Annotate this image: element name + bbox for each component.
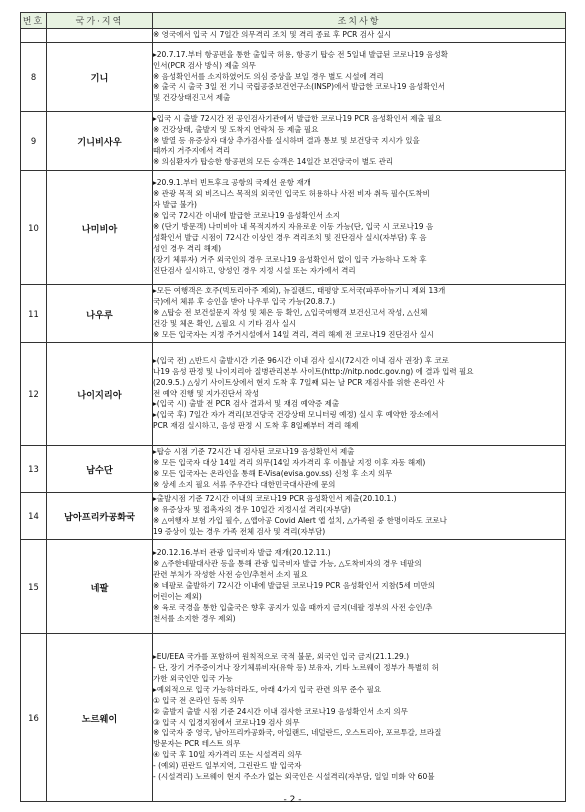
row-number: 9 [21,112,47,171]
measure-line: 나19 음성 판정 및 나이지리아 질병관리본부 사이트(http://nitp.nodc.gov.ng) 에 결과 입력 필요 [153,366,474,376]
country-name [47,29,153,43]
measure-line: 19 증상이 있는 경우 가족 전체 검사 및 격리(자부담) [153,526,326,536]
measure-line: 가한 외국인만 입국 가능 [153,673,233,683]
country-name: 노르웨이 [47,634,153,802]
measure-line: ▸(입국 후) 7일간 자가 격리(보건당국 건강상태 모니터링 예정) 실시 후 예약한 장소에서 [153,410,439,420]
measure-line: - 단, 장기 거주증이거나 장기체류비자(유학 등) 보유자, 기타 노르웨이 정부가 특별히 허 [153,662,439,672]
country-name: 네팔 [47,540,153,634]
measure-details [153,634,566,802]
measure-line: ※ 모든 입국자는 지정 주거시설에서 14일 격리, 격리 해제 전 코로나19 진단검사 실시 [153,329,434,339]
measure-line: ※ 유증상자 및 접촉자의 경우 10일간 지정시설 격리(자부담) [153,505,351,515]
measure-line: ④ 입국 후 10일 자가격리 또는 시설격리 의무 [153,750,302,760]
measure-details [153,112,566,171]
measure-line: ③ 입국 시 입경지점에서 코로나19 검사 의무 [153,717,300,727]
measure-details [153,43,566,112]
measure-details [153,171,566,285]
measure-details [153,493,566,540]
table-row [21,634,566,802]
country-name: 나미비아 [47,171,153,285]
row-number: 8 [21,43,47,112]
country-name: 남수단 [47,446,153,493]
table-body [21,29,566,802]
measure-line: ※ 육로 국경을 통한 입출국은 향후 공지가 있을 때까지 금지(네팔 정부의 사전 승인/추 [153,602,433,612]
row-number: 12 [21,343,47,446]
measure-line: ▸(입국 전) △반드시 출발시간 기준 96시간 이내 검사 실시(72시간 이내 검사 권장) 후 코로 [153,355,449,365]
table-row [21,446,566,493]
measure-line: ▸20.7.17.부터 항공편을 통한 출입국 허용, 항공기 탑승 전 5일내 발급된 코로나19 음성확 [153,49,449,59]
measure-line: ※ 네팔로 출발하기 72시간 이내에 발급된 코로나19 PCR 음성확인서 지참(5세 미만의 [153,581,435,591]
row-number: 10 [21,171,47,285]
row-number: 14 [21,493,47,540]
row-number: 11 [21,285,47,343]
measure-line: - (시설격리) 노르웨이 현지 주소가 없는 외국인은 시설격리(자부담, 일일 미화 약 60불 [153,772,435,782]
header-measures: 조치사항 [153,13,566,29]
measure-line: ▸예외적으로 입국 가능하더라도, 아래 4가지 입국 관련 의무 준수 필요 [153,684,381,694]
table-row [21,29,566,43]
table-row [21,493,566,540]
page-number: - 2 - [283,795,302,805]
country-name: 기니비사우 [47,112,153,171]
measure-line: 천서를 소지한 경우 제외) [153,613,236,623]
measure-line: (20.9.5.) △싱기 사이트상에서 현지 도착 후 7일째 되는 날 PCR 재검사를 위한 온라인 사 [153,377,445,387]
measure-line: ※ 영국에서 입국 시 7일간 의무격리 조치 및 격리 종료 후 PCR 검사 실시 [153,30,392,40]
measure-line: 방문자는 PCR 테스트 의무 [153,739,241,749]
table-header-row [21,13,566,29]
measure-line: 때까지 거주지에서 격리 [153,146,231,156]
row-number [21,29,47,43]
measure-line: ▸(입국 시) 출발 전 PCR 검사 결과서 및 재검 예약증 제출 [153,399,340,409]
measure-line: 성인 경우 격리 해제) [153,243,222,253]
measure-line: ▸입국 시 출발 72시간 전 공인검사기관에서 발급한 코로나19 PCR 음성확인서 제출 필요 [153,113,442,123]
measure-details [153,540,566,634]
measure-line: ※ △탑승 전 보건설문지 작성 및 체온 등 확인, △입국여행객 보건신고서 작성, △신체 [153,308,428,318]
country-name: 남아프리카공화국 [47,493,153,540]
measure-line: ① 입국 전 온라인 등록 의무 [153,695,245,705]
measure-line: 인서(PCR 검사 방식) 제출 의무 [153,60,256,70]
measure-line: ※ 상세 소지 필요 서류 주우간다 대한민국대사관에 문의 [153,479,336,489]
measure-line: 전 예약 진행 및 지가진단서 작성 [153,388,260,398]
measure-line: 자 발급 불가) [153,200,197,210]
measure-line: ※ 의심환자가 탑승한 항공편의 모든 승객은 14일간 보건당국이 별도 관리 [153,157,394,167]
measure-details [153,285,566,343]
table-row [21,171,566,285]
country-name: 나우루 [47,285,153,343]
measure-line: ▸EU/EEA 국가를 포함하여 원칙적으로 국적 불문, 외국인 입국 금지(21.1.29.) [153,651,410,661]
measure-line: ▸20.12.16.부터 관광 입국비자 발급 재개(20.12.11.) [153,548,331,558]
measure-line: ※ (단기 방문객) 나미비아 내 목적지까지 자유로운 이동 가능(단, 입국 시 코로나19 음 [153,222,434,232]
measure-line: ※ 출국 시 출국 3일 전 기니 국립공중보건연구소(INSP)에서 발급한 코로나19 음성확인서 [153,82,445,92]
row-number: 16 [21,634,47,802]
measure-line: 성확인서 발급 시점이 72시간 이상인 경우 격리조치 및 진단검사 실시(자부담) 후 음 [153,232,427,242]
measure-line: ※ 발열 등 유증상자 대상 추가검사를 실시하며 결과 통보 및 보건당국 지시가 있을 [153,135,420,145]
measure-line: 어린이는 제외) [153,591,202,601]
table-row [21,540,566,634]
measure-details [153,29,566,43]
table-row [21,43,566,112]
measure-details [153,446,566,493]
row-number: 15 [21,540,47,634]
table-row [21,112,566,171]
country-name: 나이지리아 [47,343,153,446]
table-row [21,343,566,446]
measure-line: PCR 재검 실시하고, 음성 판정 시 도착 후 8일째부터 격리 해제 [153,421,359,431]
measure-details [153,343,566,446]
measure-line: ▸탑승 시점 기준 72시간 내 검사된 코로나19 음성확인서 제출 [153,447,355,457]
measure-line: - (예외) 핀란드 일부지역, 그린란드 발 입국자 [153,761,302,771]
measure-line: ※ 입국 72시간 이내에 발급한 코로나19 음성확인서 소지 [153,211,340,221]
measure-line: ▸모든 여행객은 호주(빅토리아주 제외), 뉴질랜드, 태평양 도서국(파푸아뉴기니 제외 13개 [153,286,446,296]
measures-table [20,12,566,802]
measure-line: ※ 모든 입국자 대상 14일 격리 의무(14일 자가격리 후 이틀날 지정 이후 자동 해제) [153,458,426,468]
measure-line: ※ △여행자 보험 가입 필수, △앱아공 Covid Alert 앱 설치, △가족원 중 한명이라도 코로나 [153,516,447,525]
measure-line: ▸출발시점 기준 72시간 이내의 코로나19 PCR 음성확인서 제출(20.10.1.) [153,494,397,504]
measure-line: ※ 건강상태, 출발지 및 도착지 연락처 등 제출 필요 [153,124,319,134]
measure-line: ※ 모든 입국자는 온라인을 통해 E-Visa(evisa.gov.ss) 신청 후 소지 의무 [153,469,393,478]
measure-line: ※ 관광 목적 외 비즈니스 목적의 외국인 입국도 허용하나 사전 비자 취득 필수(도착비 [153,189,430,199]
header-number: 번호 [21,13,47,29]
measure-line: ② 출발지 출발 시점 기준 24시간 이내 검사한 코로나19 음성확인서 소지 의무 [153,706,408,716]
measure-line: ※ 음성확인서를 소지하였어도 의심 증상을 보일 경우 별도 시설에 격리 [153,71,384,81]
measure-line: ▸20.9.1.부터 빈트후크 공항의 국제선 운항 재개 [153,178,311,188]
table-row [21,285,566,343]
measure-line: (장기 체류자) 거주 외국인의 경우 코로나19 음성확인서 없이 입국 가능하나 도착 후 [153,254,427,264]
measure-line: 및 건강상태진고서 제출 [153,93,231,103]
measure-line: 진단검사 실시하고, 양성인 경우 지정 시설 또는 자가에서 격리 [153,265,356,275]
measure-line: 관련 부처가 작성한 사전 승인/추천서 소지 필요 [153,570,308,580]
row-number: 13 [21,446,47,493]
header-country: 국가·지역 [47,13,153,29]
measure-line: 건강 및 체온 확인, △필요 시 기타 검사 실시 [153,318,297,328]
measure-line: ※ 입국자 중 영국, 남아프리카공화국, 아일랜드, 네덜란드, 오스트리아, 포르투갈, 브라질 [153,728,442,738]
country-name: 기니 [47,43,153,112]
measure-line: ※ △주한네팔대사관 등을 통해 관광 입국비자 발급 가능, △도착비자의 경우 네팔의 [153,559,422,569]
measure-line: 국)에서 체류 후 승인을 받아 나우루 입국 가능(20.8.7.) [153,297,336,307]
